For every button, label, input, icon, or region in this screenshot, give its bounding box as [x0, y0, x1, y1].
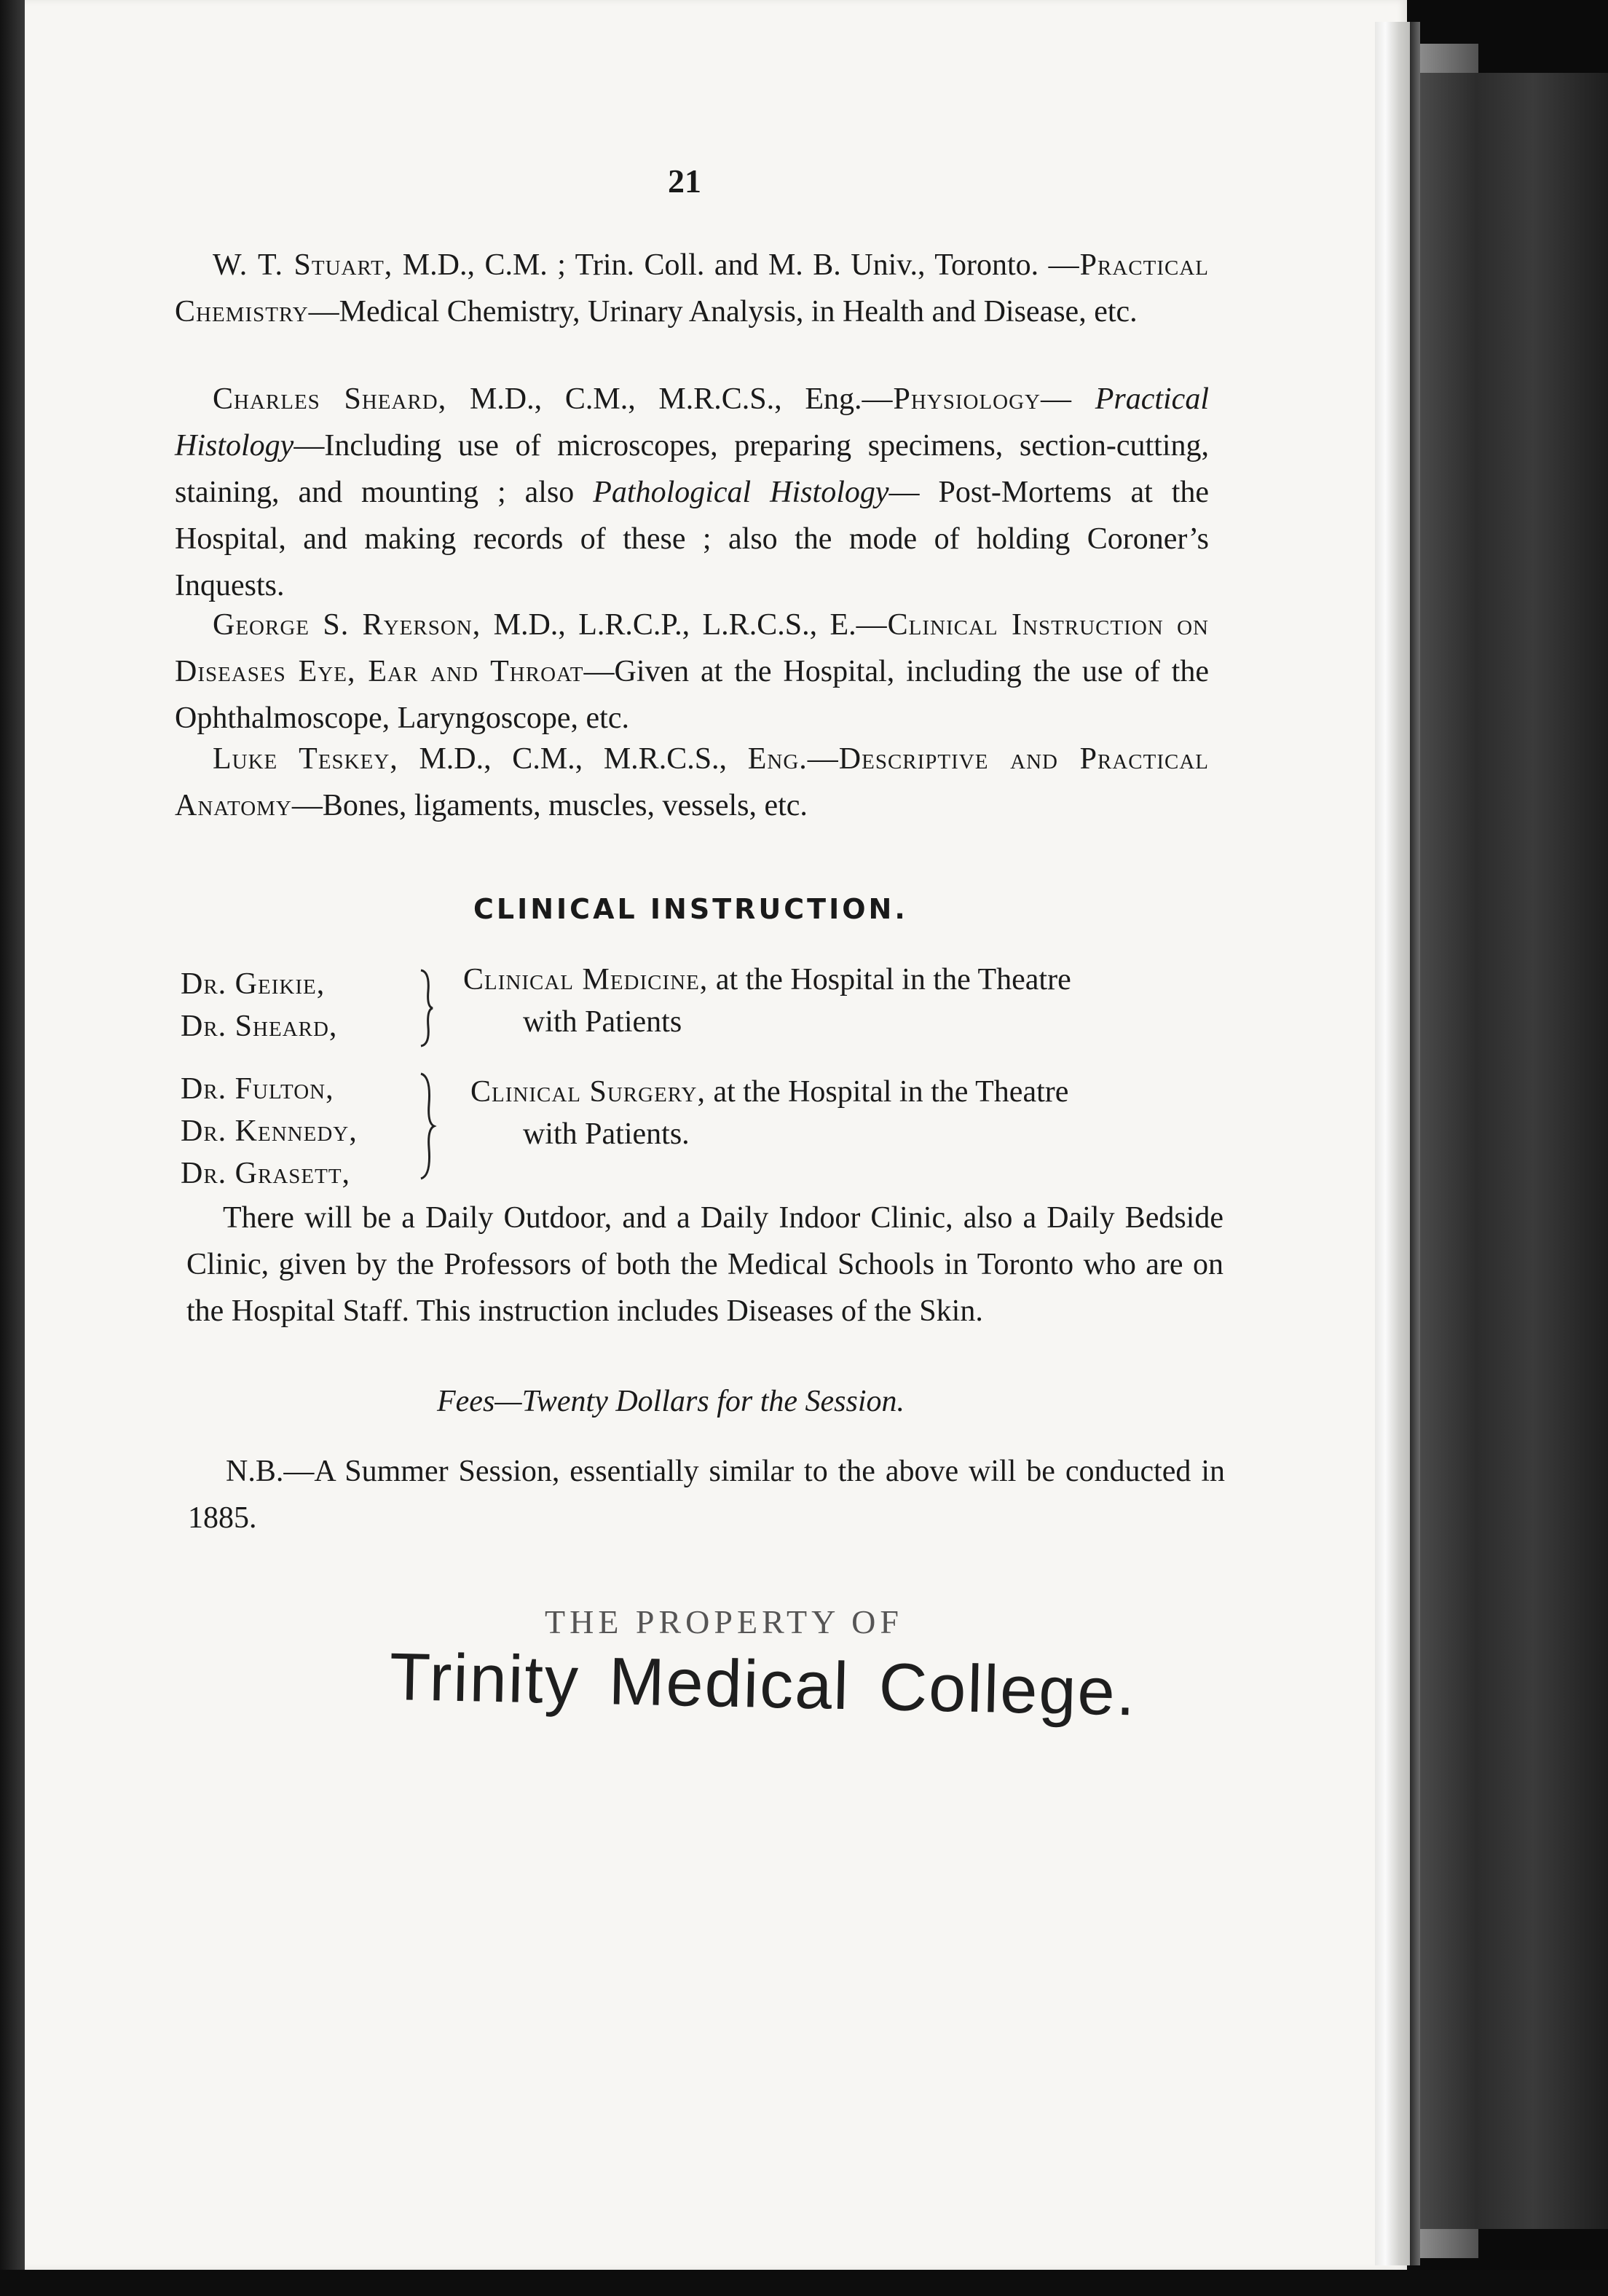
- entry-italic-subject: Practical Histology: [175, 382, 1209, 463]
- entry-text: —Medical Chemistry, Urinary Analysis, in Health and Disease, etc.: [308, 295, 1138, 329]
- entry-ryerson: [175, 602, 1209, 742]
- clinical-medicine-text: at the Hospital in the Theatre: [708, 963, 1071, 996]
- brace-icon: [418, 1072, 437, 1180]
- entry-degrees: M.D., L.R.C.P., L.R.C.S., E.: [481, 608, 856, 642]
- entry-name: George S. Ryerson,: [213, 608, 481, 642]
- entry-name: Luke Teskey,: [213, 742, 398, 776]
- entry-subject: —Descriptive and Practical Anatomy: [175, 742, 1209, 822]
- clinical-medicine: [463, 959, 1221, 1043]
- entry-subject: —Practical Chemistry: [175, 248, 1209, 329]
- entry-italic-subject-2: Pathological Histology: [593, 476, 889, 509]
- clinical-surgery-title: Clinical Surgery,: [470, 1075, 706, 1109]
- stamp-word: Medical: [607, 1644, 851, 1724]
- entry-subject: —Clinical Instruction on Diseases Eye, Ear and Throat: [175, 608, 1210, 688]
- stamp-word: Trinity: [388, 1639, 580, 1718]
- clinical-surgery-text-2: with Patients.: [523, 1117, 690, 1151]
- doctor-name: Dr. Kennedy,: [181, 1114, 358, 1148]
- clinical-surgery: [470, 1071, 1221, 1155]
- stamp-word: College.: [878, 1650, 1138, 1730]
- entry-text: —Given at the Hospital, including the use of the Ophthalmoscope, Laryngoscope, etc.: [175, 655, 1209, 735]
- entry-name: Charles Sheard,: [213, 382, 447, 416]
- library-stamp: [389, 1639, 1167, 1731]
- medicine-names: [181, 963, 337, 1047]
- stamp-header: THE PROPERTY OF: [545, 1603, 903, 1640]
- page-number: 21: [668, 162, 701, 200]
- entry-text-2: — Post-Mortems at the Hospital, and making records of these ; also the mode of holding Coroner’s Inquests.: [175, 476, 1210, 602]
- section-heading: CLINICAL INSTRUCTION.: [473, 893, 908, 925]
- fees-line: Fees—Twenty Dollars for the Session.: [437, 1385, 905, 1418]
- surgery-names: [181, 1068, 358, 1195]
- entry-degrees: M.D., C.M. ; Trin. Coll. and M. B. Univ., Toronto.: [393, 248, 1039, 282]
- doctor-name: Dr. Sheard,: [181, 1010, 338, 1043]
- entry-stuart: [175, 242, 1209, 335]
- clinical-medicine-title: Clinical Medicine,: [463, 963, 709, 996]
- entry-sheard: [175, 376, 1209, 609]
- doctor-name: Dr. Grasett,: [181, 1157, 351, 1190]
- entry-text: —Including use of microscopes, preparing specimens, section-cutting, staining, and mounting ; also: [175, 429, 1209, 509]
- clinical-surgery-text: at the Hospital in the Theatre: [705, 1075, 1069, 1109]
- entry-text: —Bones, ligaments, muscles, vessels, etc.: [291, 789, 808, 822]
- clinic-paragraph: There will be a Daily Outdoor, and a Daily Indoor Clinic, also a Daily Bedside Clinic, given by the Professors of both the Medical Schools in Toronto who are on the Hospital Staff. This instruction includes Diseases of the Skin.: [186, 1201, 1223, 1328]
- doctor-name: Dr. Fulton,: [181, 1072, 334, 1106]
- entry-degrees: M.D., C.M., M.R.C.S.,: [398, 742, 748, 776]
- entry-teskey: [175, 736, 1209, 829]
- brace-icon: [418, 969, 436, 1047]
- entry-degrees: M.D., C.M., M.R.C.S., Eng.: [446, 382, 862, 416]
- clinical-medicine-text-2: with Patients: [523, 1005, 682, 1039]
- doctor-name: Dr. Geikie,: [181, 967, 326, 1001]
- entry-subject: —Physiology—: [862, 382, 1072, 416]
- entry-name: W. T. Stuart,: [213, 248, 393, 282]
- nb-paragraph: N.B.—A Summer Session, essentially similar to the above will be conducted in 1885.: [188, 1455, 1225, 1535]
- entry-degree-sc: Eng.: [747, 742, 808, 776]
